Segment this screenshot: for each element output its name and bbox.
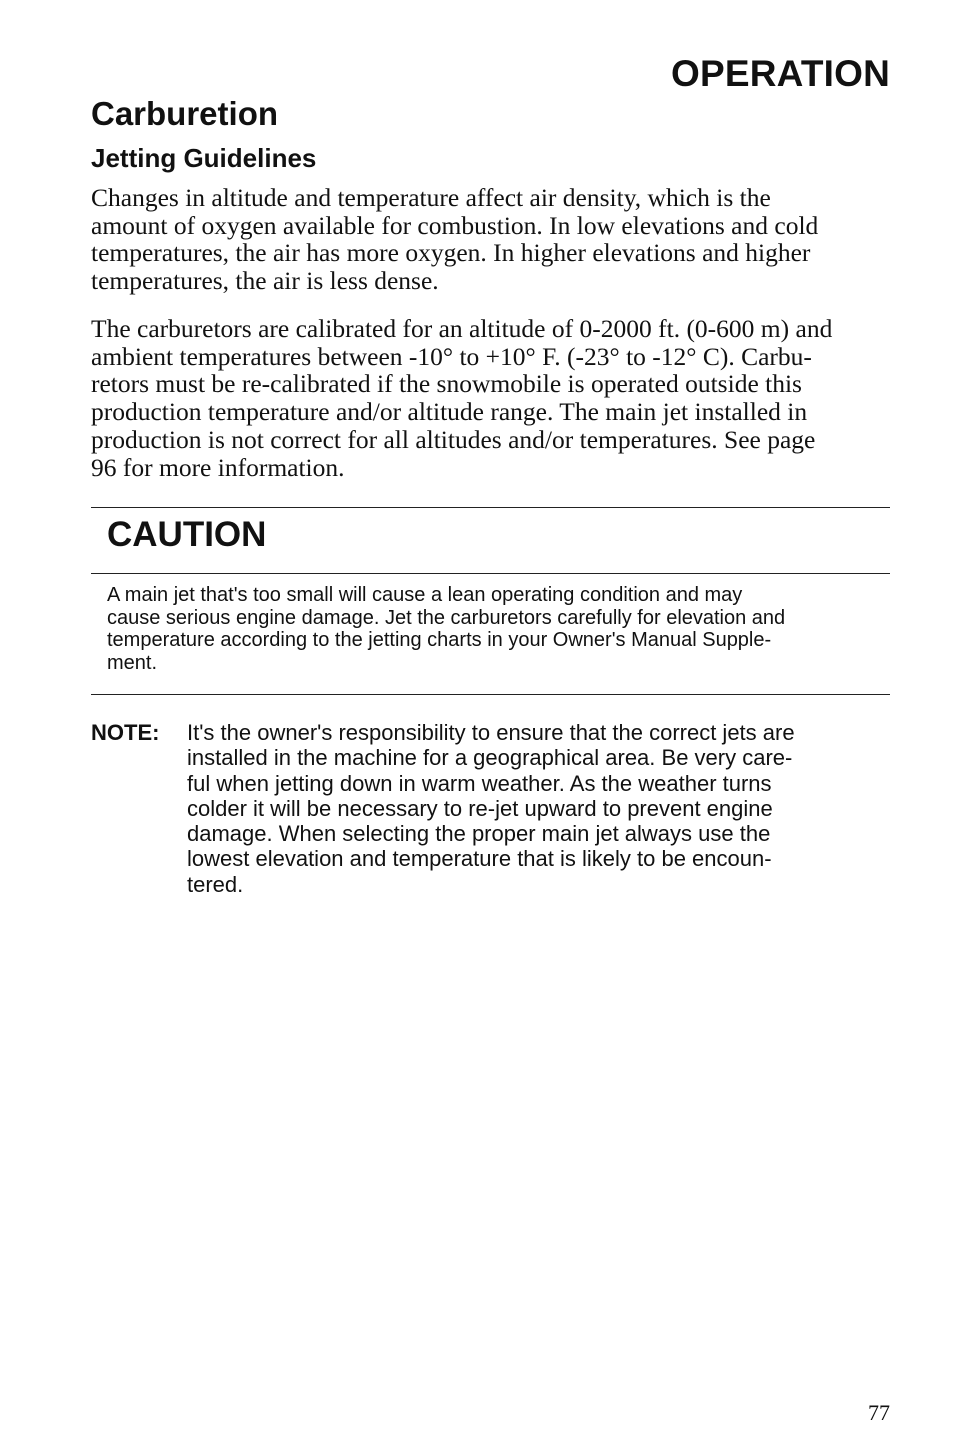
paragraph-line: ambient temperatures between -10° to +10° F. (-23° to -12° C). Carbu- xyxy=(91,341,812,371)
paragraph-line: production temperature and/or altitude range. The main jet installed in xyxy=(91,397,808,427)
paragraph-air-density xyxy=(91,184,890,295)
note-label: NOTE: xyxy=(91,720,160,745)
caution-text xyxy=(107,584,882,675)
caution-line: cause serious engine damage. Jet the carburetors carefully for elevation and xyxy=(107,606,786,629)
subsection-title: Jetting Guidelines xyxy=(91,143,317,173)
caution-line: A main jet that's too small will cause a lean operating condition and may xyxy=(107,584,743,606)
caution-top-divider xyxy=(91,507,890,508)
paragraph-line: amount of oxygen available for combustion. In low elevations and cold xyxy=(91,210,819,240)
note-text xyxy=(187,720,890,897)
note-line: damage. When selecting the proper main jet always use the xyxy=(187,821,771,847)
paragraph-line: temperatures, the air is less dense. xyxy=(91,266,439,296)
caution-middle-divider xyxy=(91,573,890,574)
paragraph-calibration xyxy=(91,315,890,481)
paragraph-line: temperatures, the air has more oxygen. In higher elevations and higher xyxy=(91,238,811,268)
chapter-title: OPERATION xyxy=(670,53,890,94)
note-line: lowest elevation and temperature that is likely to be encoun- xyxy=(187,846,772,872)
note-line: ful when jetting down in warm weather. As the weather turns xyxy=(187,770,772,796)
paragraph-line: Changes in altitude and temperature affect air density, which is the xyxy=(91,183,771,212)
caution-bottom-divider xyxy=(91,694,890,695)
page-number: 77 xyxy=(868,1400,890,1425)
note-line: colder it will be necessary to re-jet upward to prevent engine xyxy=(187,795,773,821)
paragraph-line: The carburetors are calibrated for an altitude of 0-2000 ft. (0-600 m) and xyxy=(91,314,833,343)
caution-heading: CAUTION xyxy=(107,515,267,554)
note-line: It's the owner's responsibility to ensure that the correct jets are xyxy=(187,720,795,745)
caution-line: temperature according to the jetting charts in your Owner's Manual Supple- xyxy=(107,629,772,652)
caution-line: ment. xyxy=(107,652,158,675)
paragraph-line: retors must be re-calibrated if the snowmobile is operated outside this xyxy=(91,369,802,399)
paragraph-line: 96 for more information. xyxy=(91,452,345,482)
note-line: installed in the machine for a geographical area. Be very care- xyxy=(187,745,793,771)
paragraph-line: production is not correct for all altitudes and/or temperatures. See page xyxy=(91,424,816,454)
section-title: Carburetion xyxy=(91,95,279,132)
note-line: tered. xyxy=(187,871,244,897)
